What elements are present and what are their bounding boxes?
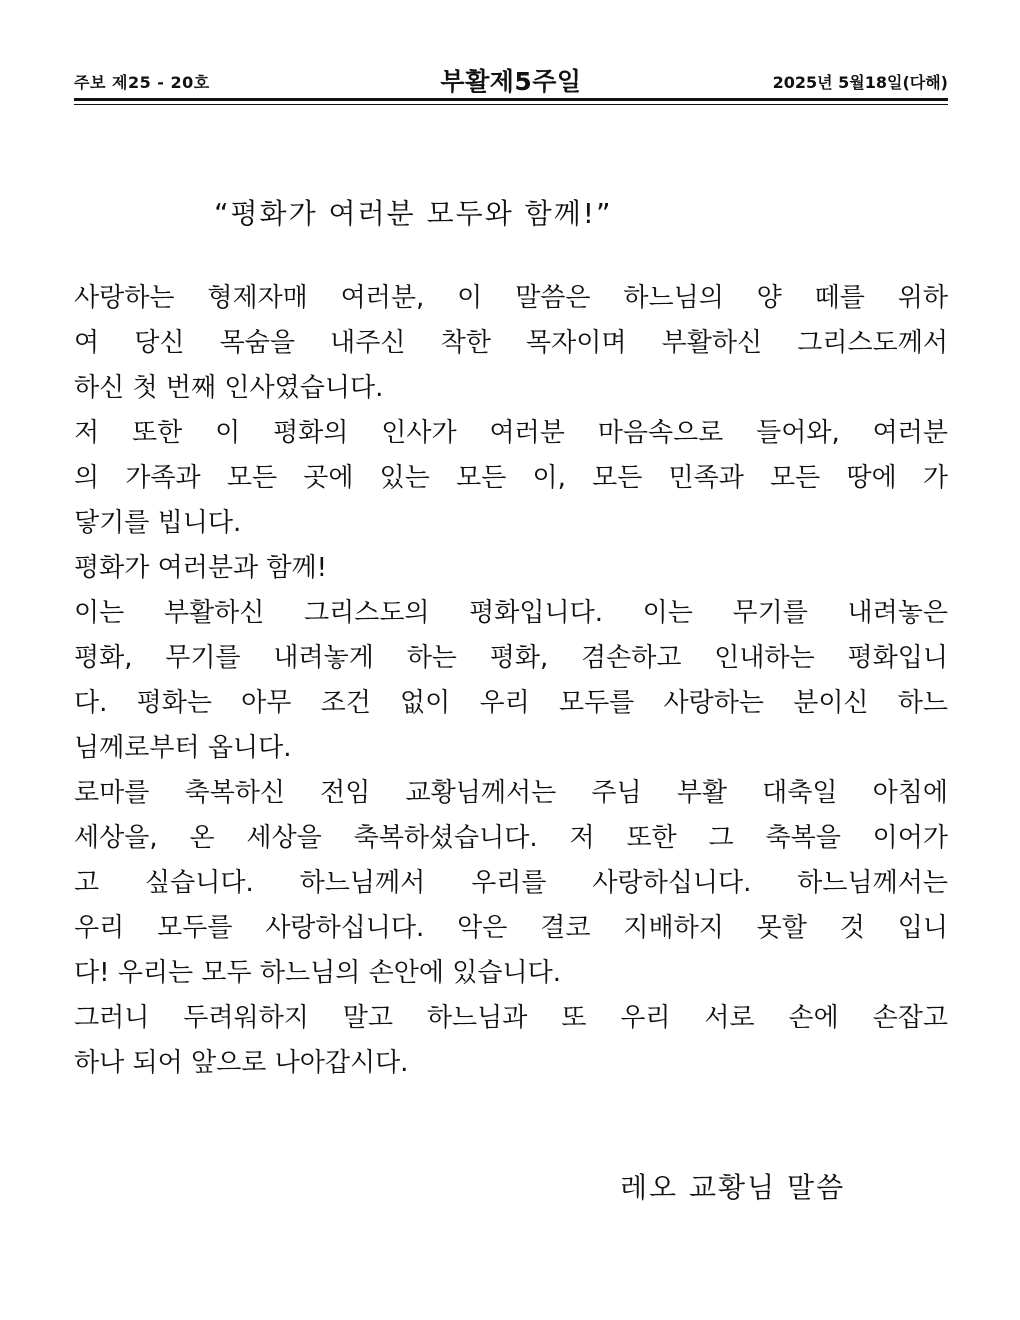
body-line: 평화, 무기를 내려놓게 하는 평화, 겸손하고 인내하는 평화입니 <box>74 643 948 673</box>
issue-number: 주보 제25 - 20호 <box>74 73 210 92</box>
signature: 레오 교황님 말씀 <box>620 1171 846 1204</box>
message-title: “평화가 여러분 모두와 함께!” <box>214 197 613 230</box>
body-line: 님께로부터 옵니다. <box>74 733 292 763</box>
body-line: 평화가 여러분과 함께! <box>74 553 327 583</box>
body-line: 고 싶습니다. 하느님께서 우리를 사랑하십니다. 하느님께서는 <box>74 868 948 898</box>
header-title: 부활제5주일 <box>440 67 582 96</box>
body-line: 의 가족과 모든 곳에 있는 모든 이, 모든 민족과 모든 땅에 가 <box>74 463 948 493</box>
body-line: 세상을, 온 세상을 축복하셨습니다. 저 또한 그 축복을 이어가 <box>74 823 948 853</box>
body-line: 하나 되어 앞으로 나아갑시다. <box>74 1048 409 1078</box>
issue-date: 2025년 5월18일(다해) <box>772 73 948 92</box>
body-line: 다. 평화는 아무 조건 없이 우리 모두를 사랑하는 분이신 하느 <box>74 688 948 718</box>
body-line: 이는 부활하신 그리스도의 평화입니다. 이는 무기를 내려놓은 <box>74 598 948 628</box>
body-line: 다! 우리는 모두 하느님의 손안에 있습니다. <box>74 958 561 988</box>
body-line: 로마를 축복하신 전임 교황님께서는 주님 부활 대축일 아침에 <box>74 778 948 808</box>
body-line: 닿기를 빕니다. <box>74 508 242 538</box>
body-line: 여 당신 목숨을 내주신 착한 목자이며 부활하신 그리스도께서 <box>74 328 948 358</box>
body-line: 그러니 두려워하지 말고 하느님과 또 우리 서로 손에 손잡고 <box>74 1003 948 1033</box>
body-line: 사랑하는 형제자매 여러분, 이 말씀은 하느님의 양 떼를 위하 <box>74 283 948 313</box>
body-line: 하신 첫 번째 인사였습니다. <box>74 373 384 403</box>
header-rule-thin <box>74 104 948 105</box>
header-rule-thick <box>74 98 948 101</box>
body-line: 저 또한 이 평화의 인사가 여러분 마음속으로 들어와, 여러분 <box>74 418 948 448</box>
page-header <box>74 62 948 96</box>
body-line: 우리 모두를 사랑하십니다. 악은 결코 지배하지 못할 것 입니 <box>74 913 948 943</box>
message-body <box>74 276 948 1086</box>
